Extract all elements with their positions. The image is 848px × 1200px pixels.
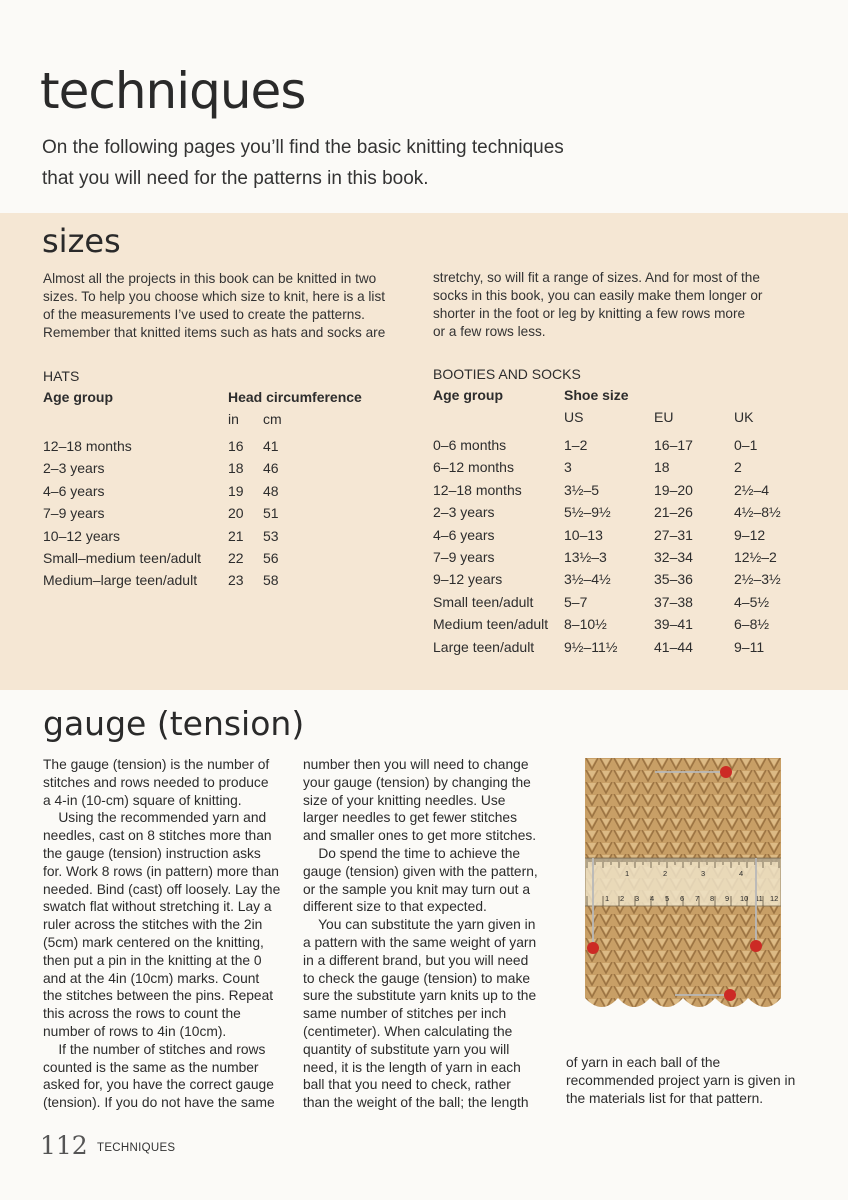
booties-unit-us: US (564, 409, 584, 425)
gauge-text-column-2 (303, 756, 538, 1112)
table-cell: 46 (263, 460, 279, 477)
table-cell: Small–medium teen/adult (43, 549, 201, 566)
ruler-inch-label: 4 (739, 869, 744, 878)
text-line: gauge (tension) given with the pattern, (303, 863, 538, 879)
ruler-cm-label: 12 (770, 894, 779, 903)
text-line: than the weight of the ball; the length (303, 1095, 529, 1111)
booties-unit-eu: EU (654, 409, 674, 425)
table-cell: 3 (564, 459, 572, 476)
sizes-paragraph-left (43, 270, 385, 342)
booties-col-eu-values (654, 434, 693, 658)
booties-col-us-values (564, 434, 617, 658)
table-cell: 58 (263, 572, 279, 589)
text-line: a 4-in (10-cm) square of knitting. (43, 792, 242, 808)
table-cell: 2–3 years (433, 504, 495, 521)
text-line: Remember that knitted items such as hats and socks are (43, 325, 386, 340)
text-line: larger needles to get fewer stitches (303, 810, 517, 826)
table-cell: 7–9 years (433, 548, 495, 565)
text-line: the gauge (tension) instruction asks (43, 845, 261, 861)
text-line: (5cm) mark centered on the knitting, (43, 934, 264, 950)
sizes-paragraph-right (433, 269, 762, 341)
table-cell: Medium–large teen/adult (43, 572, 198, 589)
table-cell: 27–31 (654, 526, 693, 543)
text-line: number of rows to 4in (10cm). (43, 1023, 227, 1039)
text-line: shorter in the foot or leg by knitting a few rows more (433, 306, 746, 321)
table-cell: 9–12 (734, 526, 766, 543)
intro-line-1: On the following pages you’ll find the basic knitting techniques (42, 137, 564, 158)
table-cell: 32–34 (654, 548, 693, 565)
text-line: needles, cast on 8 stitches more than (43, 828, 272, 844)
table-cell: Small teen/adult (433, 593, 534, 610)
text-line: ball that you need to check, rather (303, 1077, 511, 1093)
text-line: need, it is the length of yarn in each (303, 1059, 521, 1075)
table-cell: 41 (263, 438, 279, 454)
table-cell: 1–2 (564, 437, 588, 453)
table-cell: 3½–5 (564, 481, 600, 498)
table-cell: 9–11 (734, 638, 765, 655)
ruler-cm-label: 6 (680, 894, 685, 903)
text-line: or the sample you knit may turn out a (303, 881, 530, 897)
text-line: Do spend the time to achieve the (303, 845, 521, 861)
text-line: sizes. To help you choose which size to knit, here is a list (43, 289, 386, 304)
text-line: quantity of substitute yarn you will (303, 1041, 510, 1057)
text-line: If the number of stitches and rows (43, 1041, 266, 1057)
ruler-cm-label: 10 (740, 894, 749, 903)
text-line: stretchy, so will fit a range of sizes. And for most of the (433, 270, 760, 285)
table-cell: 4–6 years (43, 482, 105, 499)
table-cell: 10–13 (564, 526, 603, 543)
table-cell: 10–12 years (43, 527, 121, 544)
intro-line-2: that you will need for the patterns in this book. (42, 168, 429, 189)
text-line: size of your knitting needles. Use (303, 792, 506, 808)
ruler-cm-label: 4 (650, 894, 655, 903)
table-cell: 3½–4½ (564, 571, 611, 588)
booties-unit-uk: UK (734, 409, 754, 425)
table-cell: 41–44 (654, 638, 693, 655)
table-cell: 2½–3½ (734, 571, 781, 588)
table-cell: 12–18 months (43, 438, 132, 454)
text-line: of the measurements I’ve used to create the patterns. (43, 307, 365, 322)
section-name: TECHNIQUES (97, 1142, 176, 1154)
text-line: You can substitute the yarn given in (303, 917, 536, 933)
pin-head (587, 942, 599, 954)
gauge-heading: gauge (tension) (43, 704, 305, 743)
table-cell: 4–6 years (433, 526, 495, 543)
table-cell: 23 (228, 572, 244, 589)
table-cell: 9–12 years (433, 571, 503, 588)
text-line: and at the 4in (10cm) marks. Count (43, 970, 260, 986)
text-line: or a few rows less. (433, 324, 546, 339)
text-line: for. Work 8 rows (in pattern) more than (43, 863, 279, 879)
ruler-cm-label: 2 (620, 894, 625, 903)
hats-heading: HATS (43, 368, 80, 384)
hats-col-cm-values (263, 435, 279, 592)
table-cell: 16 (228, 438, 244, 454)
text-line: (tension). If you do not have the same (43, 1095, 275, 1111)
table-cell: 39–41 (654, 616, 693, 633)
ruler-cm-label: 5 (665, 894, 670, 903)
text-line: ruler across the stitches with the 2in (43, 917, 263, 933)
text-line: counted is the same as the number (43, 1059, 259, 1075)
hats-unit-in: in (228, 411, 239, 427)
text-line: and smaller ones to get more stitches. (303, 828, 537, 844)
text-line: asked for, you have the correct gauge (43, 1077, 274, 1093)
gauge-text-column-3 (566, 1054, 795, 1107)
text-line: then put a pin in the knitting at the 0 (43, 952, 262, 968)
table-cell: Large teen/adult (433, 638, 535, 655)
table-cell: 20 (228, 505, 244, 522)
ruler-inch-label: 1 (625, 869, 630, 878)
table-cell: 35–36 (654, 571, 693, 588)
text-line: Almost all the projects in this book can be knitted in two (43, 271, 377, 286)
ruler-inch-label: 2 (663, 869, 668, 878)
text-line: of yarn in each ball of the (566, 1055, 721, 1070)
text-line: sure the substitute yarn knits up to the (303, 988, 537, 1004)
table-cell: 19–20 (654, 481, 693, 498)
table-cell: 0–1 (734, 437, 758, 453)
table-cell: 6–12 months (433, 459, 514, 476)
sizes-heading: sizes (42, 222, 121, 260)
table-cell: 48 (263, 482, 279, 499)
table-cell: 56 (263, 549, 279, 566)
ruler-cm-label: 7 (695, 894, 700, 903)
text-line: The gauge (tension) is the number of (43, 757, 270, 772)
text-line: swatch flat without stretching it. Lay a (43, 899, 272, 915)
hats-unit-cm: cm (263, 411, 282, 427)
table-cell: 4½–8½ (734, 504, 781, 521)
table-cell: 2 (734, 459, 742, 476)
table-cell: 53 (263, 527, 279, 544)
hats-col-age-values (43, 435, 201, 592)
table-cell: Medium teen/adult (433, 616, 549, 633)
pin-head (724, 989, 736, 1001)
booties-col-uk-values (734, 434, 781, 658)
pin-head (750, 940, 762, 952)
table-cell: 7–9 years (43, 505, 105, 522)
ruler-cm-label: 11 (755, 894, 763, 903)
text-line: to check the gauge (tension) to make (303, 970, 531, 986)
table-cell: 13½–3 (564, 548, 607, 565)
text-line: needed. Bind (cast) off loosely. Lay the (43, 881, 281, 897)
text-line: a pattern with the same weight of yarn (303, 934, 537, 950)
text-line: your gauge (tension) by changing the (303, 774, 531, 790)
table-cell: 8–10½ (564, 616, 607, 633)
table-cell: 6–8½ (734, 616, 770, 633)
table-cell: 18 (228, 460, 244, 477)
text-line: Using the recommended yarn and (43, 810, 267, 826)
ruler-cm-label: 1 (605, 894, 610, 903)
ruler (585, 858, 781, 906)
text-line: this across the rows to count the (43, 1006, 241, 1022)
hats-col-in-values (228, 435, 244, 592)
gauge-text-column-1 (43, 756, 280, 1112)
text-line: the materials list for that pattern. (566, 1090, 764, 1106)
booties-col-age: Age group (433, 387, 503, 403)
booties-col-age-values (433, 434, 548, 658)
hats-col-measure: Head circumference (228, 389, 362, 405)
text-line: socks in this book, you can easily make them longer or (433, 288, 763, 303)
table-cell: 4–5½ (734, 593, 770, 610)
table-cell: 37–38 (654, 593, 693, 610)
table-cell: 2–3 years (43, 460, 105, 477)
table-cell: 16–17 (654, 437, 693, 453)
table-cell: 0–6 months (433, 437, 507, 453)
table-cell: 5½–9½ (564, 504, 611, 521)
table-cell: 18 (654, 459, 670, 476)
hats-col-age: Age group (43, 389, 113, 405)
text-line: (centimeter). When calculating the (303, 1023, 513, 1039)
page-title: techniques (40, 62, 306, 120)
text-line: different size to that expected. (303, 899, 487, 915)
booties-col-measure: Shoe size (564, 387, 629, 403)
text-line: same number of stitches per inch (303, 1006, 507, 1022)
table-cell: 22 (228, 549, 244, 566)
text-line: recommended project yarn is given in (566, 1072, 796, 1088)
table-cell: 12–18 months (433, 481, 522, 498)
pin-head (720, 766, 732, 778)
table-cell: 21 (228, 527, 244, 544)
text-line: number then you will need to change (303, 757, 529, 772)
table-cell: 2½–4 (734, 481, 770, 498)
text-line: in a different brand, but you will need (303, 952, 529, 968)
page-number: 112 (40, 1131, 88, 1160)
table-cell: 51 (263, 505, 279, 522)
ruler-inch-label: 3 (701, 869, 706, 878)
ruler-cm-label: 3 (635, 894, 640, 903)
text-line: the stitches between the pins. Repeat (43, 988, 274, 1004)
text-line: stitches and rows needed to produce (43, 774, 269, 790)
ruler-cm-label: 8 (710, 894, 715, 903)
table-cell: 21–26 (654, 504, 693, 521)
table-cell: 19 (228, 482, 244, 499)
table-cell: 5–7 (564, 593, 588, 610)
ruler-cm-label: 9 (725, 894, 730, 903)
booties-heading: BOOTIES AND SOCKS (433, 366, 581, 382)
table-cell: 9½–11½ (564, 638, 618, 655)
table-cell: 12½–2 (734, 548, 777, 565)
knitted-swatch-photo (585, 758, 781, 1026)
